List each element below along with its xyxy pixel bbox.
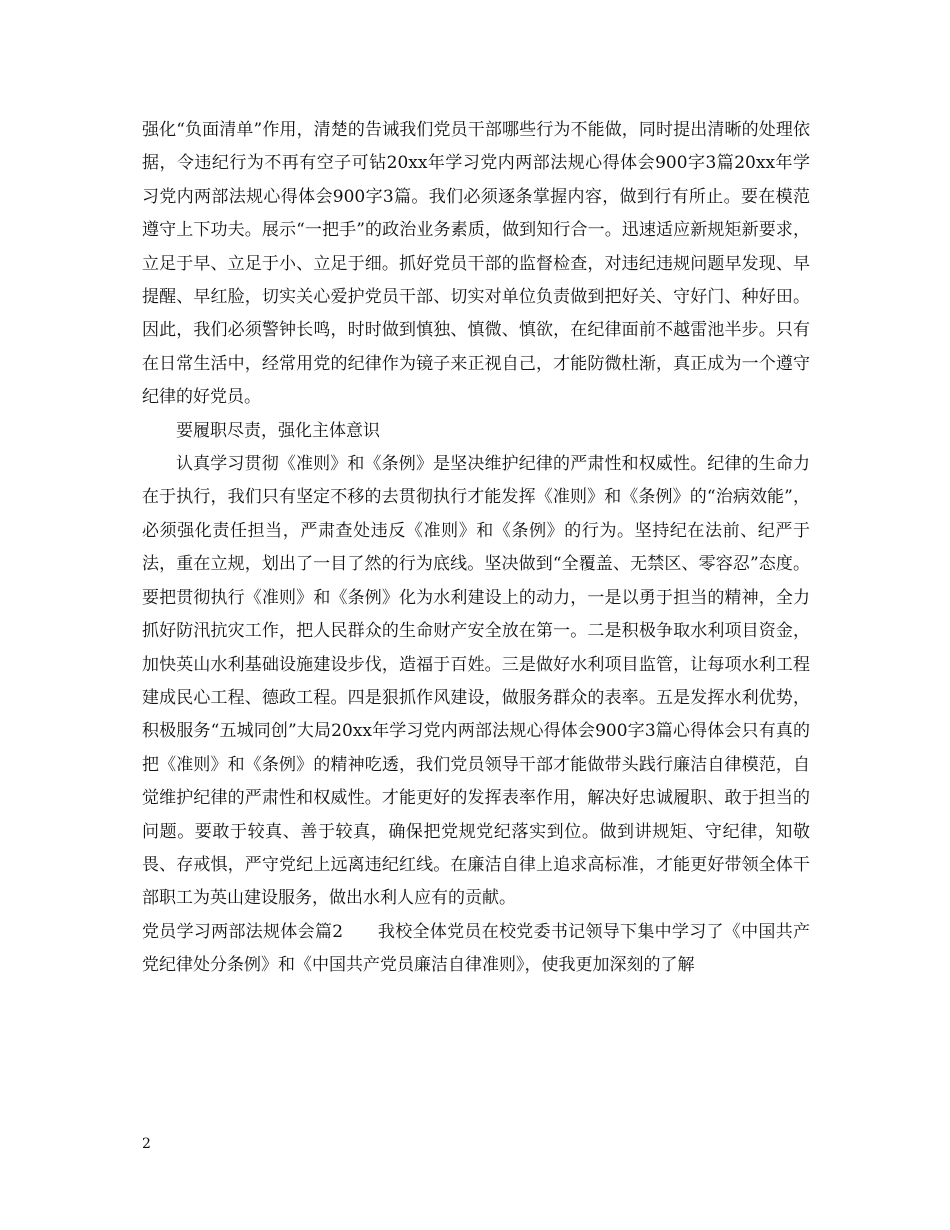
page-number: 2 — [142, 1136, 151, 1152]
document-body — [142, 114, 810, 983]
paragraph-implementation: 认真学习贯彻《准则》和《条例》是坚决维护纪律的严肃性和权威性。纪律的生命力在于执行，我们只有坚定不移的去贯彻执行才能发挥《准则》和《条例》的“治病效能”，必须强化责任担当，严肃查处违反《准则》和《条例》的行为。坚持纪在法前、纪严于法，重在立规，划出了一目了然的行为底线。坚决做到“全覆盖、无禁区、零容忍”态度。要把贯彻执行《准则》和《条例》化为水利建设上的动力，一是以勇于担当的精神，全力抓好防汛抗灾工作，把人民群众的生命财产安全放在第一。二是积极争取水利项目资金，加快英山水利基础设施建设步伐，造福于百姓。三是做好水利项目监管，让每项水利工程建成民心工程、德政工程。四是狠抓作风建设，做服务群众的表率。五是发挥水利优势，积极服务“五城同创”大局20xx年学习党内两部法规心得体会900字3篇心得体会只有真的把《准则》和《条例》的精神吃透，我们党员领导干部才能做带头践行廉洁自律模范，自觉维护纪律的严肃性和权威性。才能更好的发挥表率作用，解决好忠诚履职、敢于担当的问题。要敢于较真、善于较真，确保把党规党纪落实到位。做到讲规矩、守纪律，知敬畏、存戒惧，严守党纪上远离违纪红线。在廉洁自律上追求高标准，才能更好带领全体干部职工为英山建设服务，做出水利人应有的贡献。 — [142, 454, 810, 909]
paragraph-article-2-start: 党员学习两部法规体会篇2 我校全体党员在校党委书记领导下集中学习了《中国共产党纪律处分条例》和《中国共产党员廉洁自律准则》，使我更加深刻的了解 — [142, 921, 810, 976]
section-heading: 要履职尽责，强化主体意识 — [176, 420, 380, 441]
paragraph-negative-list: 强化“负面清单”作用，清楚的告诫我们党员干部哪些行为不能做，同时提出清晰的处理依据，令违纪行为不再有空子可钻20xx年学习党内两部法规心得体会900字3篇20xx年学习党内两部法规心得体会900字3篇。我们必须逐条掌握内容，做到行有所止。要在模范遵守上下功夫。展示“一把手”的政治业务素质，做到知行合一。迅速适应新规矩新要求，立足于早、立足于小、立足于细。抓好党员干部的监督检查，对违纪违规问题早发现、早提醒、早红脸，切实关心爱护党员干部、切实对单位负责做到把好关、守好门、种好田。因此，我们必须警钟长鸣，时时做到慎独、慎微、慎欲，在纪律面前不越雷池半步。只有在日常生活中，经常用党的纪律作为镜子来正视自己，才能防微杜渐，真正成为一个遵守纪律的好党员。 — [142, 120, 810, 408]
